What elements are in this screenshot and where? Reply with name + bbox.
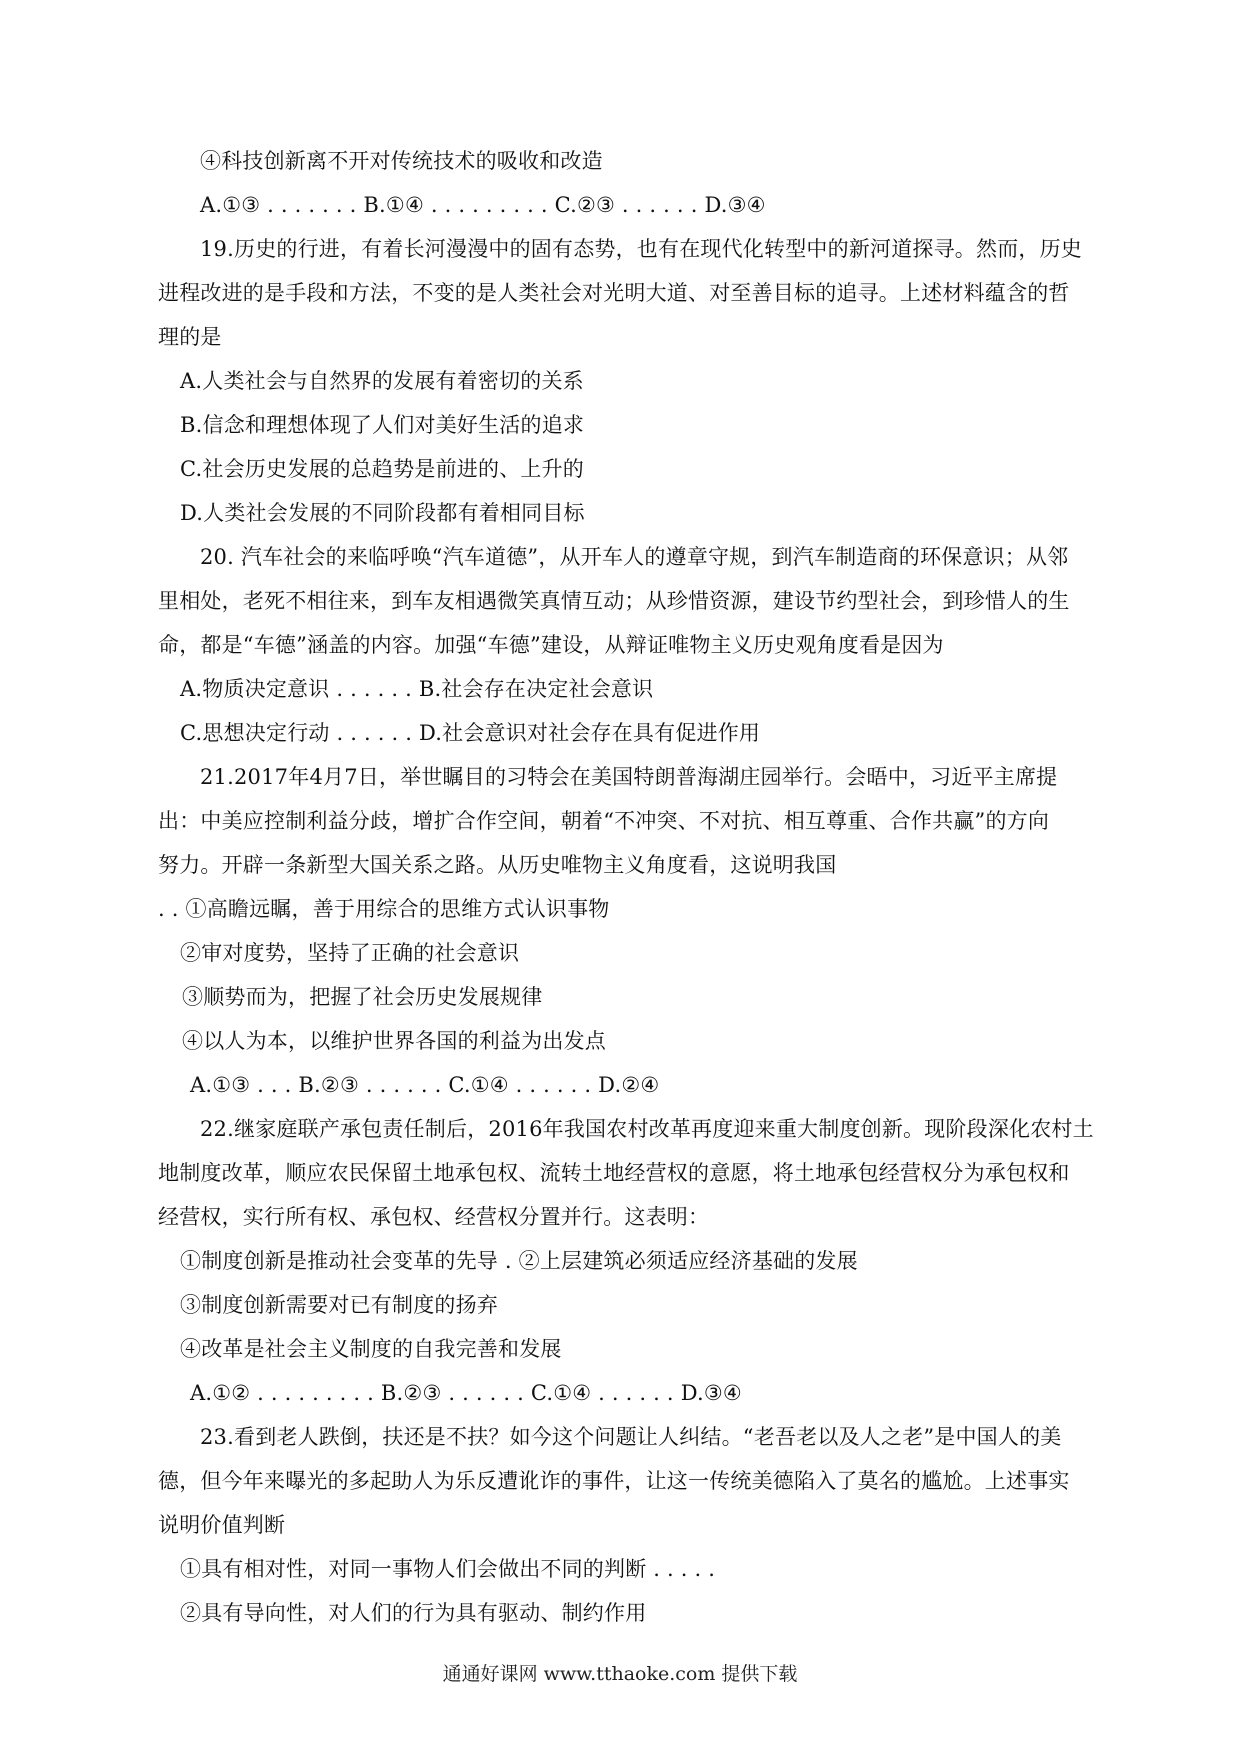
question-text: 理的是 bbox=[158, 325, 222, 349]
option-line: ④改革是社会主义制度的自我完善和发展 bbox=[180, 1337, 562, 1361]
question-text: 进程改进的是手段和方法，不变的是人类社会对光明大道、对至善目标的追寻。上述材料蕴含的哲 bbox=[158, 281, 1070, 305]
question-19: 19.历史的行进，有着长河漫漫中的固有态势，也有在现代化转型中的新河道探寻。然而，历史 bbox=[200, 237, 1082, 261]
question-21: 21.2017年4月7日，举世瞩目的习特会在美国特朗普海湖庄园举行。会晤中，习近平主席提 bbox=[200, 765, 1058, 789]
choice-b: B.信念和理想体现了人们对美好生活的追求 bbox=[180, 413, 585, 437]
option-line: ③制度创新需要对已有制度的扬弃 bbox=[180, 1293, 498, 1317]
question-text: 命，都是“车德”涵盖的内容。加强“车德”建设，从辩证唯物主义历史观角度看是因为 bbox=[158, 633, 944, 657]
answer-choices: A.①③ . . . B.②③ . . . . . . C.①④ . . . . . . D.②④ bbox=[190, 1073, 660, 1097]
option-line: ④以人为本，以维护世界各国的利益为出发点 bbox=[182, 1029, 606, 1053]
choices-ab: A.物质决定意识 . . . . . . B.社会存在决定社会意识 bbox=[180, 677, 654, 701]
option-line: ①具有相对性，对同一事物人们会做出不同的判断 . . . . . bbox=[180, 1557, 716, 1581]
question-20: 20. 汽车社会的来临呼唤“汽车道德”，从开车人的遵章守规，到汽车制造商的环保意识；从邻 bbox=[200, 545, 1069, 569]
question-text: 地制度改革，顺应农民保留土地承包权、流转土地经营权的意愿，将土地承包经营权分为承包权和 bbox=[158, 1161, 1070, 1185]
option-line: ①制度创新是推动社会变革的先导 . ②上层建筑必须适应经济基础的发展 bbox=[180, 1249, 858, 1273]
choices-cd: C.思想决定行动 . . . . . . D.社会意识对社会存在具有促进作用 bbox=[180, 721, 761, 745]
question-text: 说明价值判断 bbox=[158, 1513, 286, 1537]
question-text: 出：中美应控制利益分歧，增扩合作空间，朝着“不冲突、不对抗、相互尊重、合作共赢”的方向 bbox=[158, 809, 1050, 833]
question-text: 德，但今年来曝光的多起助人为乐反遭讹诈的事件，让这一传统美德陷入了莫名的尴尬。上述事实 bbox=[158, 1469, 1070, 1493]
answer-choices: A.①② . . . . . . . . . B.②③ . . . . . . C.①④ . . . . . . D.③④ bbox=[190, 1381, 742, 1405]
option-line: . . ①高瞻远瞩，善于用综合的思维方式认识事物 bbox=[158, 897, 610, 921]
choice-d: D.人类社会发展的不同阶段都有着相同目标 bbox=[180, 501, 585, 525]
choice-c: C.社会历史发展的总趋势是前进的、上升的 bbox=[180, 457, 584, 481]
option-line: ③顺势而为，把握了社会历史发展规律 bbox=[182, 985, 543, 1009]
question-text: 里相处，老死不相往来，到车友相遇微笑真情互动；从珍惜资源，建设节约型社会，到珍惜人的生 bbox=[158, 589, 1070, 613]
choice-a: A.人类社会与自然界的发展有着密切的关系 bbox=[180, 369, 584, 393]
question-text: 努力。开辟一条新型大国关系之路。从历史唯物主义角度看，这说明我国 bbox=[158, 853, 837, 877]
option-line: ②具有导向性，对人们的行为具有驱动、制约作用 bbox=[180, 1601, 647, 1625]
question-22: 22.继家庭联产承包责任制后，2016年我国农村改革再度迎来重大制度创新。现阶段深化农村土 bbox=[200, 1117, 1094, 1141]
option-line: ②审对度势，坚持了正确的社会意识 bbox=[180, 941, 520, 965]
answer-choices: A.①③ . . . . . . . B.①④ . . . . . . . . . C.②③ . . . . . . D.③④ bbox=[200, 193, 766, 217]
question-text: 经营权，实行所有权、承包权、经营权分置并行。这表明： bbox=[158, 1205, 710, 1229]
question-23: 23.看到老人跌倒，扶还是不扶？如今这个问题让人纠结。“老吾老以及人之老”是中国人的美 bbox=[200, 1425, 1062, 1449]
footer-source: 通通好课网 www.tthaoke.com 提供下载 bbox=[442, 1663, 798, 1685]
option-line: ④科技创新离不开对传统技术的吸收和改造 bbox=[200, 149, 603, 173]
